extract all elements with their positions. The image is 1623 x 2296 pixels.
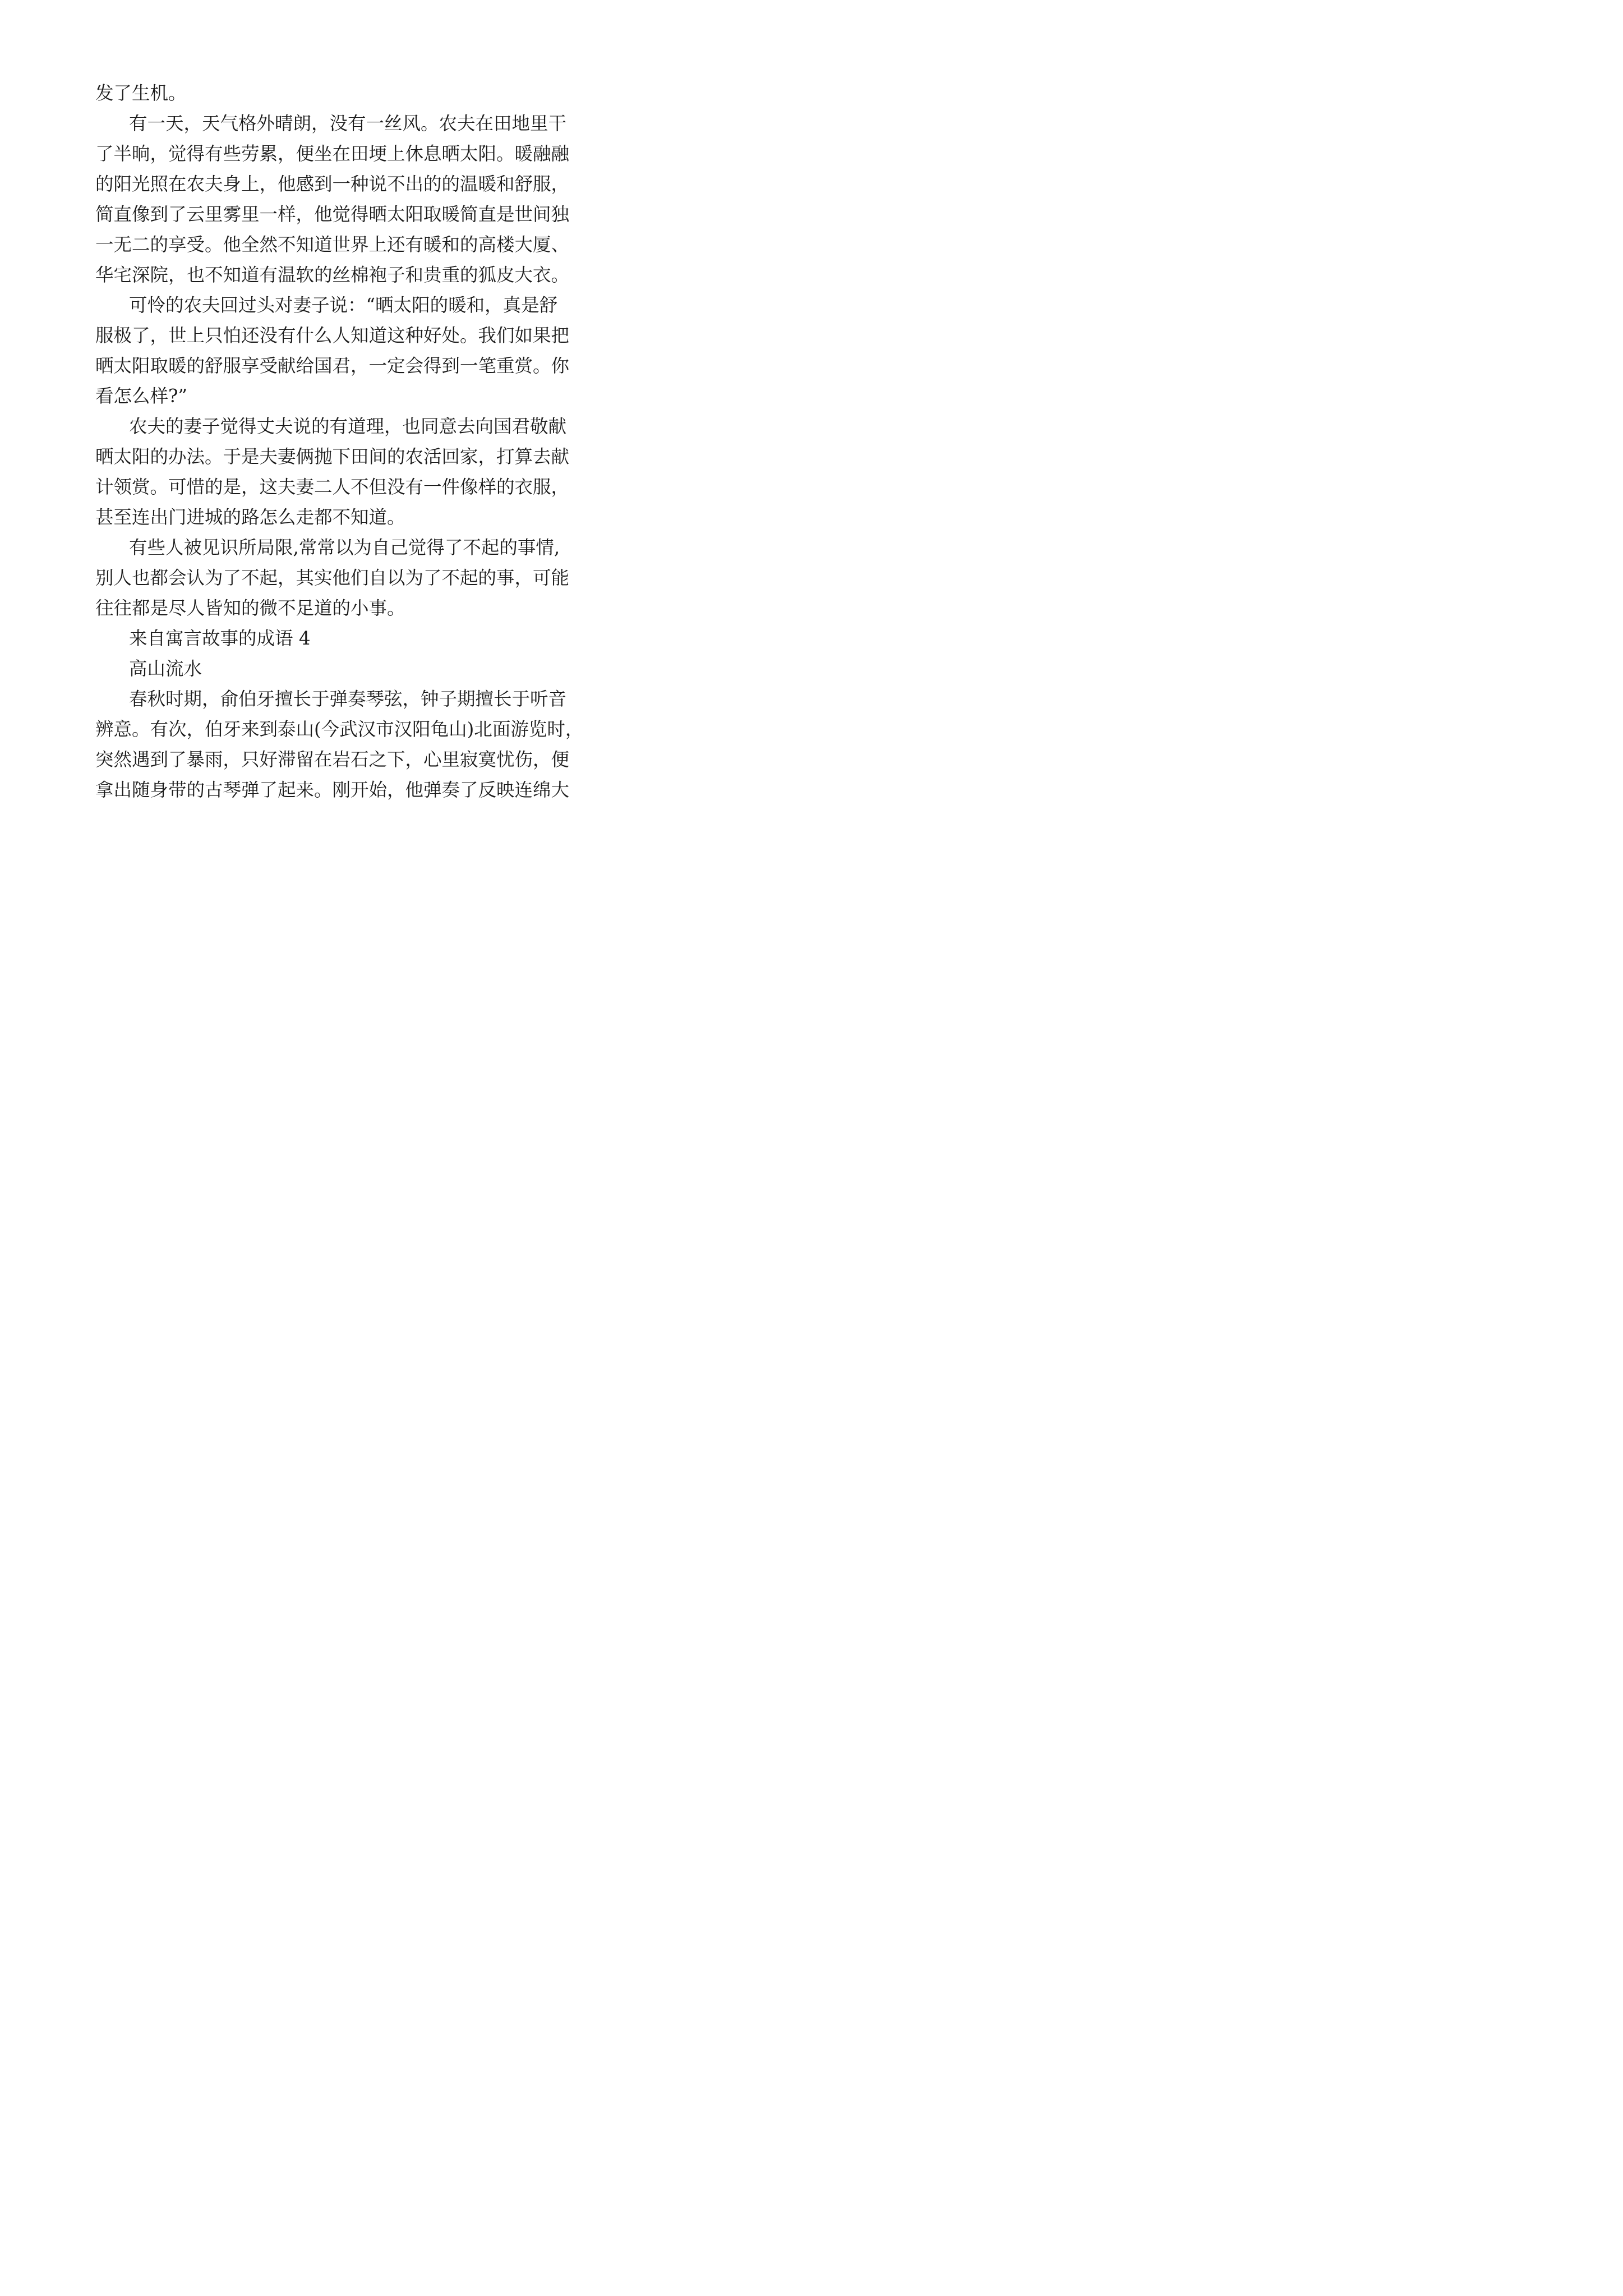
text-line: 看怎么样?”: [95, 385, 188, 407]
section-heading: 来自寓言故事的成语 4: [129, 628, 311, 649]
text-line: 简直像到了云里雾里一样，他觉得晒太阳取暖简直是世间独: [95, 204, 570, 225]
paragraph-start: 农夫的妻子觉得丈夫说的有道理，也同意去向国君敬献: [129, 416, 567, 437]
text-line: 华宅深院，也不知道有温软的丝棉袍子和贵重的狐皮大衣。: [95, 264, 570, 286]
text-line: 往往都是尽人皆知的微不足道的小事。: [95, 597, 405, 619]
text-line: 计领赏。可惜的是，这夫妻二人不但没有一件像样的衣服，: [95, 476, 570, 498]
paragraph-start: 可怜的农夫回过头对妻子说：“晒太阳的暖和，真是舒: [129, 295, 558, 316]
text-line: 晒太阳的办法。于是夫妻俩抛下田间的农活回家，打算去献: [95, 446, 570, 467]
text-line: 突然遇到了暴雨，只好滞留在岩石之下，心里寂寞忧伤，便: [95, 749, 570, 770]
document-page: [0, 0, 617, 873]
text-line: 辨意。有次，伯牙来到泰山(今武汉市汉阳龟山)北面游览时，: [95, 719, 584, 740]
paragraph-start: 春秋时期，俞伯牙擅长于弹奏琴弦，钟子期擅长于听音: [129, 688, 567, 710]
text-line: 甚至连出门进城的路怎么走都不知道。: [95, 507, 405, 528]
text-line: 一无二的享受。他全然不知道世界上还有暖和的高楼大厦、: [95, 234, 570, 255]
paragraph-start: 有些人被见识所局限,常常以为自己觉得了不起的事情,: [129, 537, 560, 558]
text-line: 发了生机。: [95, 82, 187, 104]
text-line: 晒太阳取暖的舒服享受献给国君，一定会得到一笔重赏。你: [95, 355, 570, 376]
text-line: 的阳光照在农夫身上，他感到一种说不出的的温暖和舒服，: [95, 173, 570, 195]
text-line: 拿出随身带的古琴弹了起来。刚开始，他弹奏了反映连绵大: [95, 779, 570, 800]
paragraph-start: 有一天，天气格外晴朗，没有一丝风。农夫在田地里干: [129, 113, 567, 134]
text-line: 了半晌，觉得有些劳累，便坐在田埂上休息晒太阳。暖融融: [95, 143, 570, 164]
text-line: 服极了，世上只怕还没有什么人知道这种好处。我们如果把: [95, 325, 570, 346]
story-title: 高山流水: [129, 658, 202, 679]
text-line: 别人也都会认为了不起，其实他们自以为了不起的事，可能: [95, 567, 570, 588]
